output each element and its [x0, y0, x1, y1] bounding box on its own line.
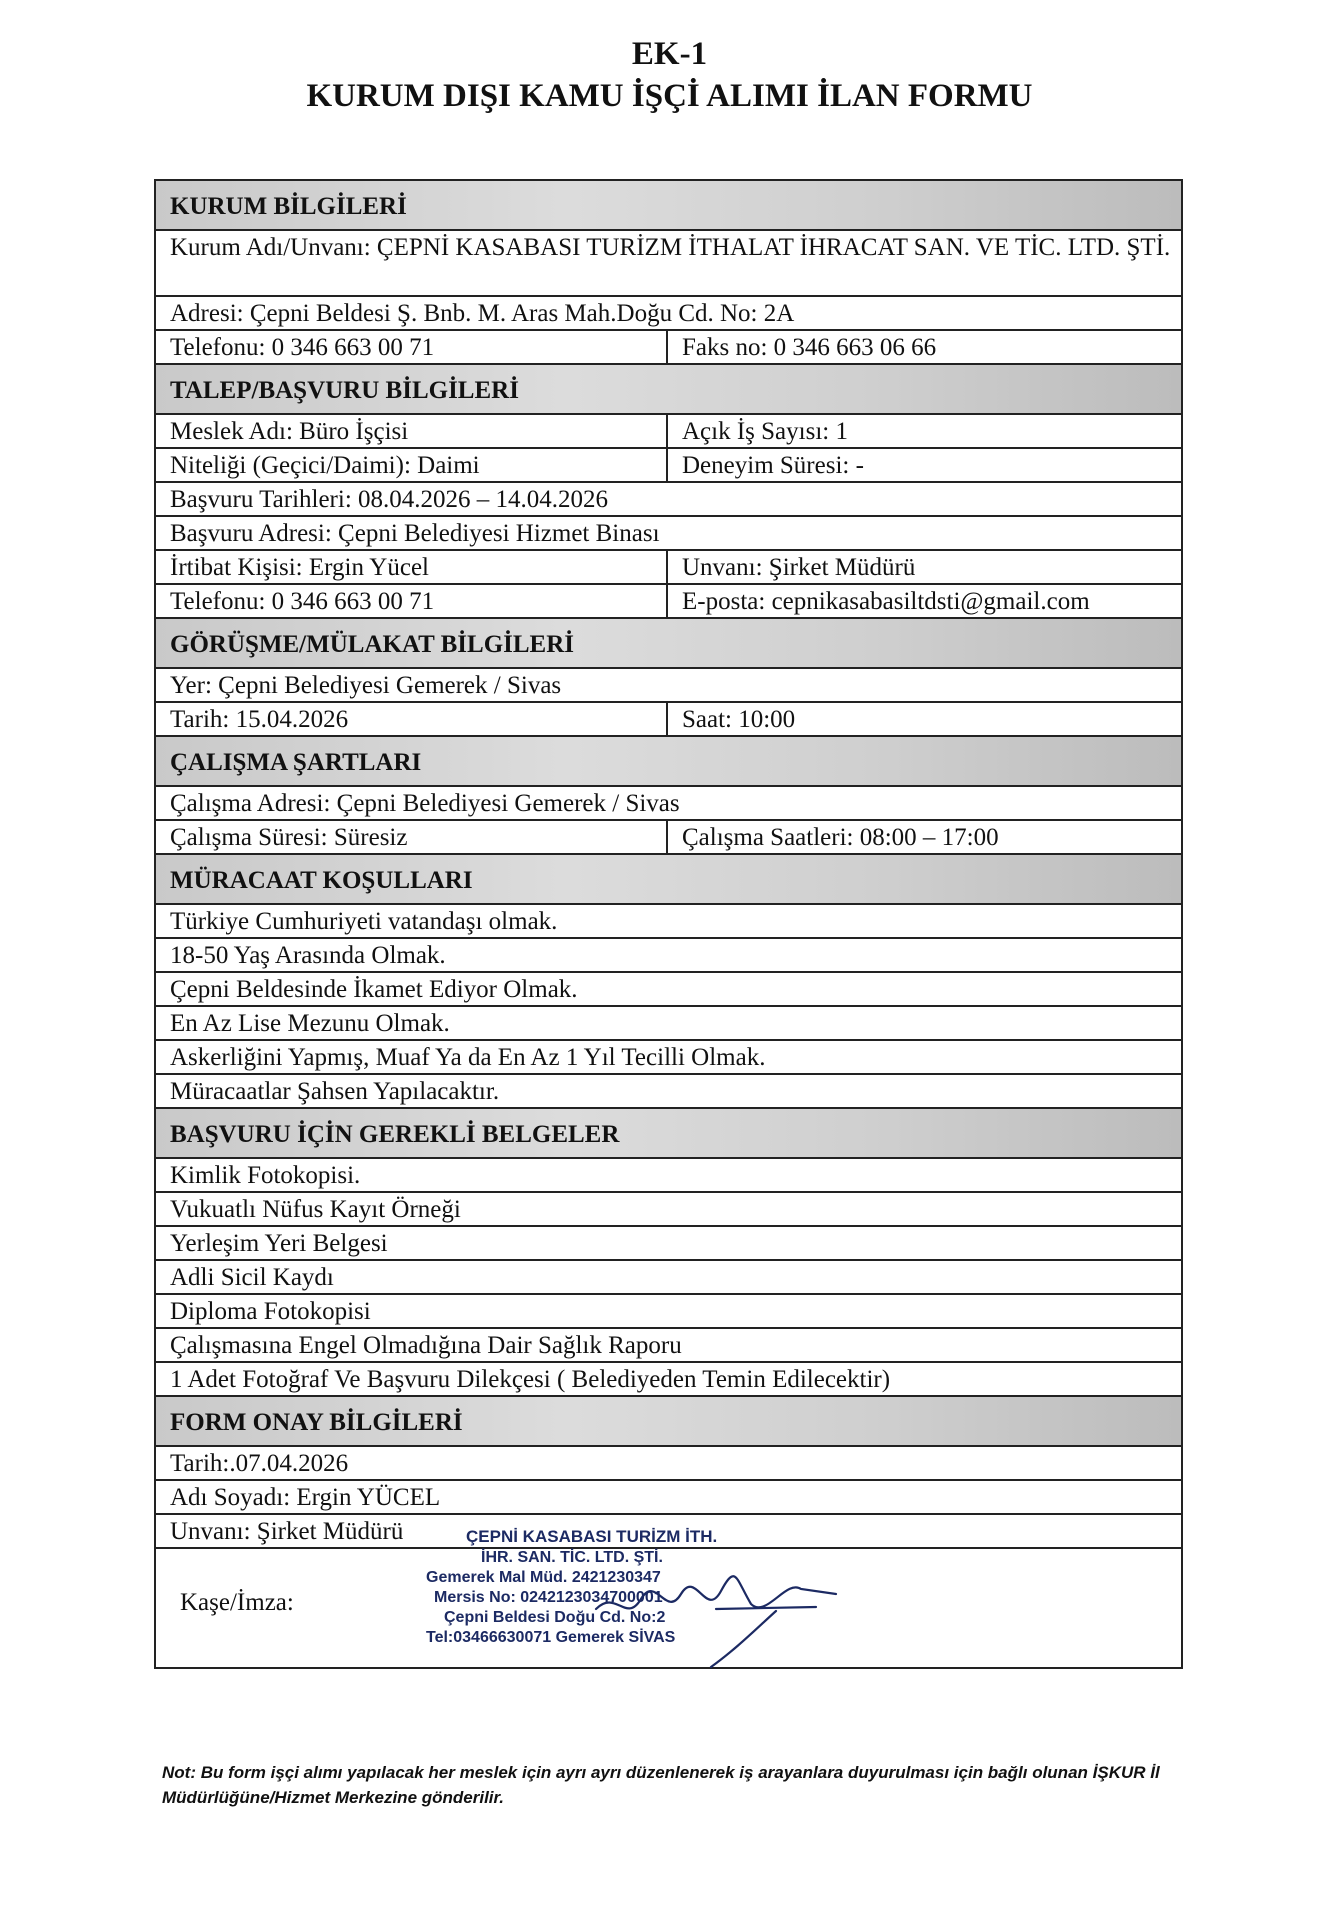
section-onay-header: FORM ONAY BİLGİLERİ — [156, 1397, 1181, 1447]
muracaat-item — [156, 1007, 1181, 1041]
gorusme-row-2 — [156, 703, 1181, 737]
kurum-fax: Faks no: 0 346 663 06 66 — [682, 334, 937, 361]
belge-text: Kimlik Fotokopisi. — [170, 1162, 361, 1189]
talep-row-3 — [156, 483, 1181, 517]
belge-item — [156, 1363, 1181, 1397]
muracaat-text: Çepni Beldesinde İkamet Ediyor Olmak. — [170, 976, 578, 1003]
muracaat-text: 18-50 Yaş Arasında Olmak. — [170, 942, 446, 969]
onay-tarih: Tarih:.07.04.2026 — [170, 1450, 349, 1477]
calisma-adresi: Çalışma Adresi: Çepni Belediyesi Gemerek / Sivas — [170, 790, 680, 817]
muracaat-text: Askerliğini Yapmış, Muaf Ya da En Az 1 Yıl Tecilli Olmak. — [170, 1044, 766, 1071]
talep-row-2 — [156, 449, 1181, 483]
muracaat-item — [156, 1075, 1181, 1109]
onay-row-2 — [156, 1481, 1181, 1515]
gorusme-yer: Yer: Çepni Belediyesi Gemerek / Sivas — [170, 672, 562, 699]
stamp-line: Tel:03466630071 Gemerek SİVAS — [426, 1629, 676, 1646]
talep-row-1 — [156, 415, 1181, 449]
basvuru-adresi: Başvuru Adresi: Çepni Belediyesi Hizmet Binası — [170, 520, 660, 547]
kurum-contact-row — [156, 331, 1181, 365]
belge-item — [156, 1193, 1181, 1227]
section-muracaat-header: MÜRACAAT KOŞULLARI — [156, 855, 1181, 905]
stamp-line: Çepni Beldesi Doğu Cd. No:2 — [444, 1609, 666, 1626]
section-calisma-header: ÇALIŞMA ŞARTLARI — [156, 737, 1181, 787]
footnote: Not: Bu form işçi alımı yapılacak her meslek için ayrı ayrı düzenlenerek iş arayanlara duyurulması için bağlı olunan İŞKUR İl Müdürlüğüne/Hizmet Merkezine gönderilir. — [162, 1763, 1160, 1807]
talep-row-5 — [156, 551, 1181, 585]
irtibat-eposta: E-posta: cepnikasabasiltdsti@gmail.com — [682, 588, 1090, 615]
calisma-row-1 — [156, 787, 1181, 821]
stamp-line: Mersis No: 0242123034700001 — [434, 1589, 663, 1606]
stamp-line: Gemerek Mal Müd. 2421230347 — [426, 1569, 661, 1586]
application-form — [154, 179, 1183, 1669]
onay-unvan: Unvanı: Şirket Müdürü — [170, 1518, 404, 1545]
calisma-row-2 — [156, 821, 1181, 855]
section-gorusme-header: GÖRÜŞME/MÜLAKAT BİLGİLERİ — [156, 619, 1181, 669]
kurum-name-row — [156, 231, 1181, 297]
muracaat-text: Türkiye Cumhuriyeti vatandaşı olmak. — [170, 908, 558, 935]
onay-row-1 — [156, 1447, 1181, 1481]
belge-text: Vukuatlı Nüfus Kayıt Örneği — [170, 1196, 461, 1223]
irtibat-telefonu: Telefonu: 0 346 663 00 71 — [156, 585, 668, 617]
muracaat-text: Müracaatlar Şahsen Yapılacaktır. — [170, 1078, 500, 1105]
section-talep-header: TALEP/BAŞVURU BİLGİLERİ — [156, 365, 1181, 415]
belge-text: 1 Adet Fotoğraf Ve Başvuru Dilekçesi ( Belediyeden Temin Edilecektir) — [170, 1366, 891, 1393]
section-kurum-header: KURUM BİLGİLERİ — [156, 181, 1181, 231]
onay-adsoyad: Adı Soyadı: Ergin YÜCEL — [170, 1484, 441, 1511]
belge-text: Çalışmasına Engel Olmadığına Dair Sağlık Raporu — [170, 1332, 682, 1359]
calisma-suresi: Çalışma Süresi: Süresiz — [156, 821, 668, 853]
muracaat-item — [156, 939, 1181, 973]
deneyim-suresi: Deneyim Süresi: - — [682, 452, 864, 479]
muracaat-item — [156, 905, 1181, 939]
signature-scribble — [586, 1549, 846, 1669]
meslek-adi: Meslek Adı: Büro İşçisi — [156, 415, 668, 447]
belge-item — [156, 1159, 1181, 1193]
muracaat-item — [156, 1041, 1181, 1075]
calisma-saatleri: Çalışma Saatleri: 08:00 – 17:00 — [682, 824, 999, 851]
belge-text: Yerleşim Yeri Belgesi — [170, 1230, 388, 1257]
kurum-name: Kurum Adı/Unvanı: ÇEPNİ KASABASI TURİZM İTHALAT İHRACAT SAN. VE TİC. LTD. ŞTİ. — [170, 234, 1171, 261]
acik-is-sayisi: Açık İş Sayısı: 1 — [682, 418, 848, 445]
gorusme-saat: Saat: 10:00 — [682, 706, 796, 733]
belge-item — [156, 1329, 1181, 1363]
belge-item — [156, 1295, 1181, 1329]
stamp-line: İHR. SAN. TİC. LTD. ŞTİ. — [481, 1549, 663, 1566]
section-belgeler-header: BAŞVURU İÇİN GEREKLİ BELGELER — [156, 1109, 1181, 1159]
form-code: EK-1 — [631, 36, 708, 72]
kurum-address-row — [156, 297, 1181, 331]
talep-row-4 — [156, 517, 1181, 551]
niteligi: Niteliği (Geçici/Daimi): Daimi — [156, 449, 668, 481]
belge-item — [156, 1227, 1181, 1261]
kurum-phone: Telefonu: 0 346 663 00 71 — [156, 331, 668, 363]
kase-imza-label: Kaşe/İmza: — [180, 1589, 294, 1616]
gorusme-row-1 — [156, 669, 1181, 703]
stamp-line: ÇEPNİ KASABASI TURİZM İTH. — [466, 1527, 718, 1546]
belge-text: Adli Sicil Kaydı — [170, 1264, 334, 1291]
belge-text: Diploma Fotokopisi — [170, 1298, 371, 1325]
muracaat-text: En Az Lise Mezunu Olmak. — [170, 1010, 450, 1037]
irtibat-kisisi: İrtibat Kişisi: Ergin Yücel — [156, 551, 668, 583]
basvuru-tarihleri: Başvuru Tarihleri: 08.04.2026 – 14.04.2026 — [170, 486, 609, 513]
talep-row-6 — [156, 585, 1181, 619]
form-title: KURUM DIŞI KAMU İŞÇİ ALIMI İLAN FORMU — [306, 78, 1033, 114]
belge-item — [156, 1261, 1181, 1295]
gorusme-tarih: Tarih: 15.04.2026 — [156, 703, 668, 735]
muracaat-item — [156, 973, 1181, 1007]
kurum-address: Adresi: Çepni Beldesi Ş. Bnb. M. Aras Mah.Doğu Cd. No: 2A — [170, 300, 795, 327]
irtibat-unvani: Unvanı: Şirket Müdürü — [682, 554, 916, 581]
